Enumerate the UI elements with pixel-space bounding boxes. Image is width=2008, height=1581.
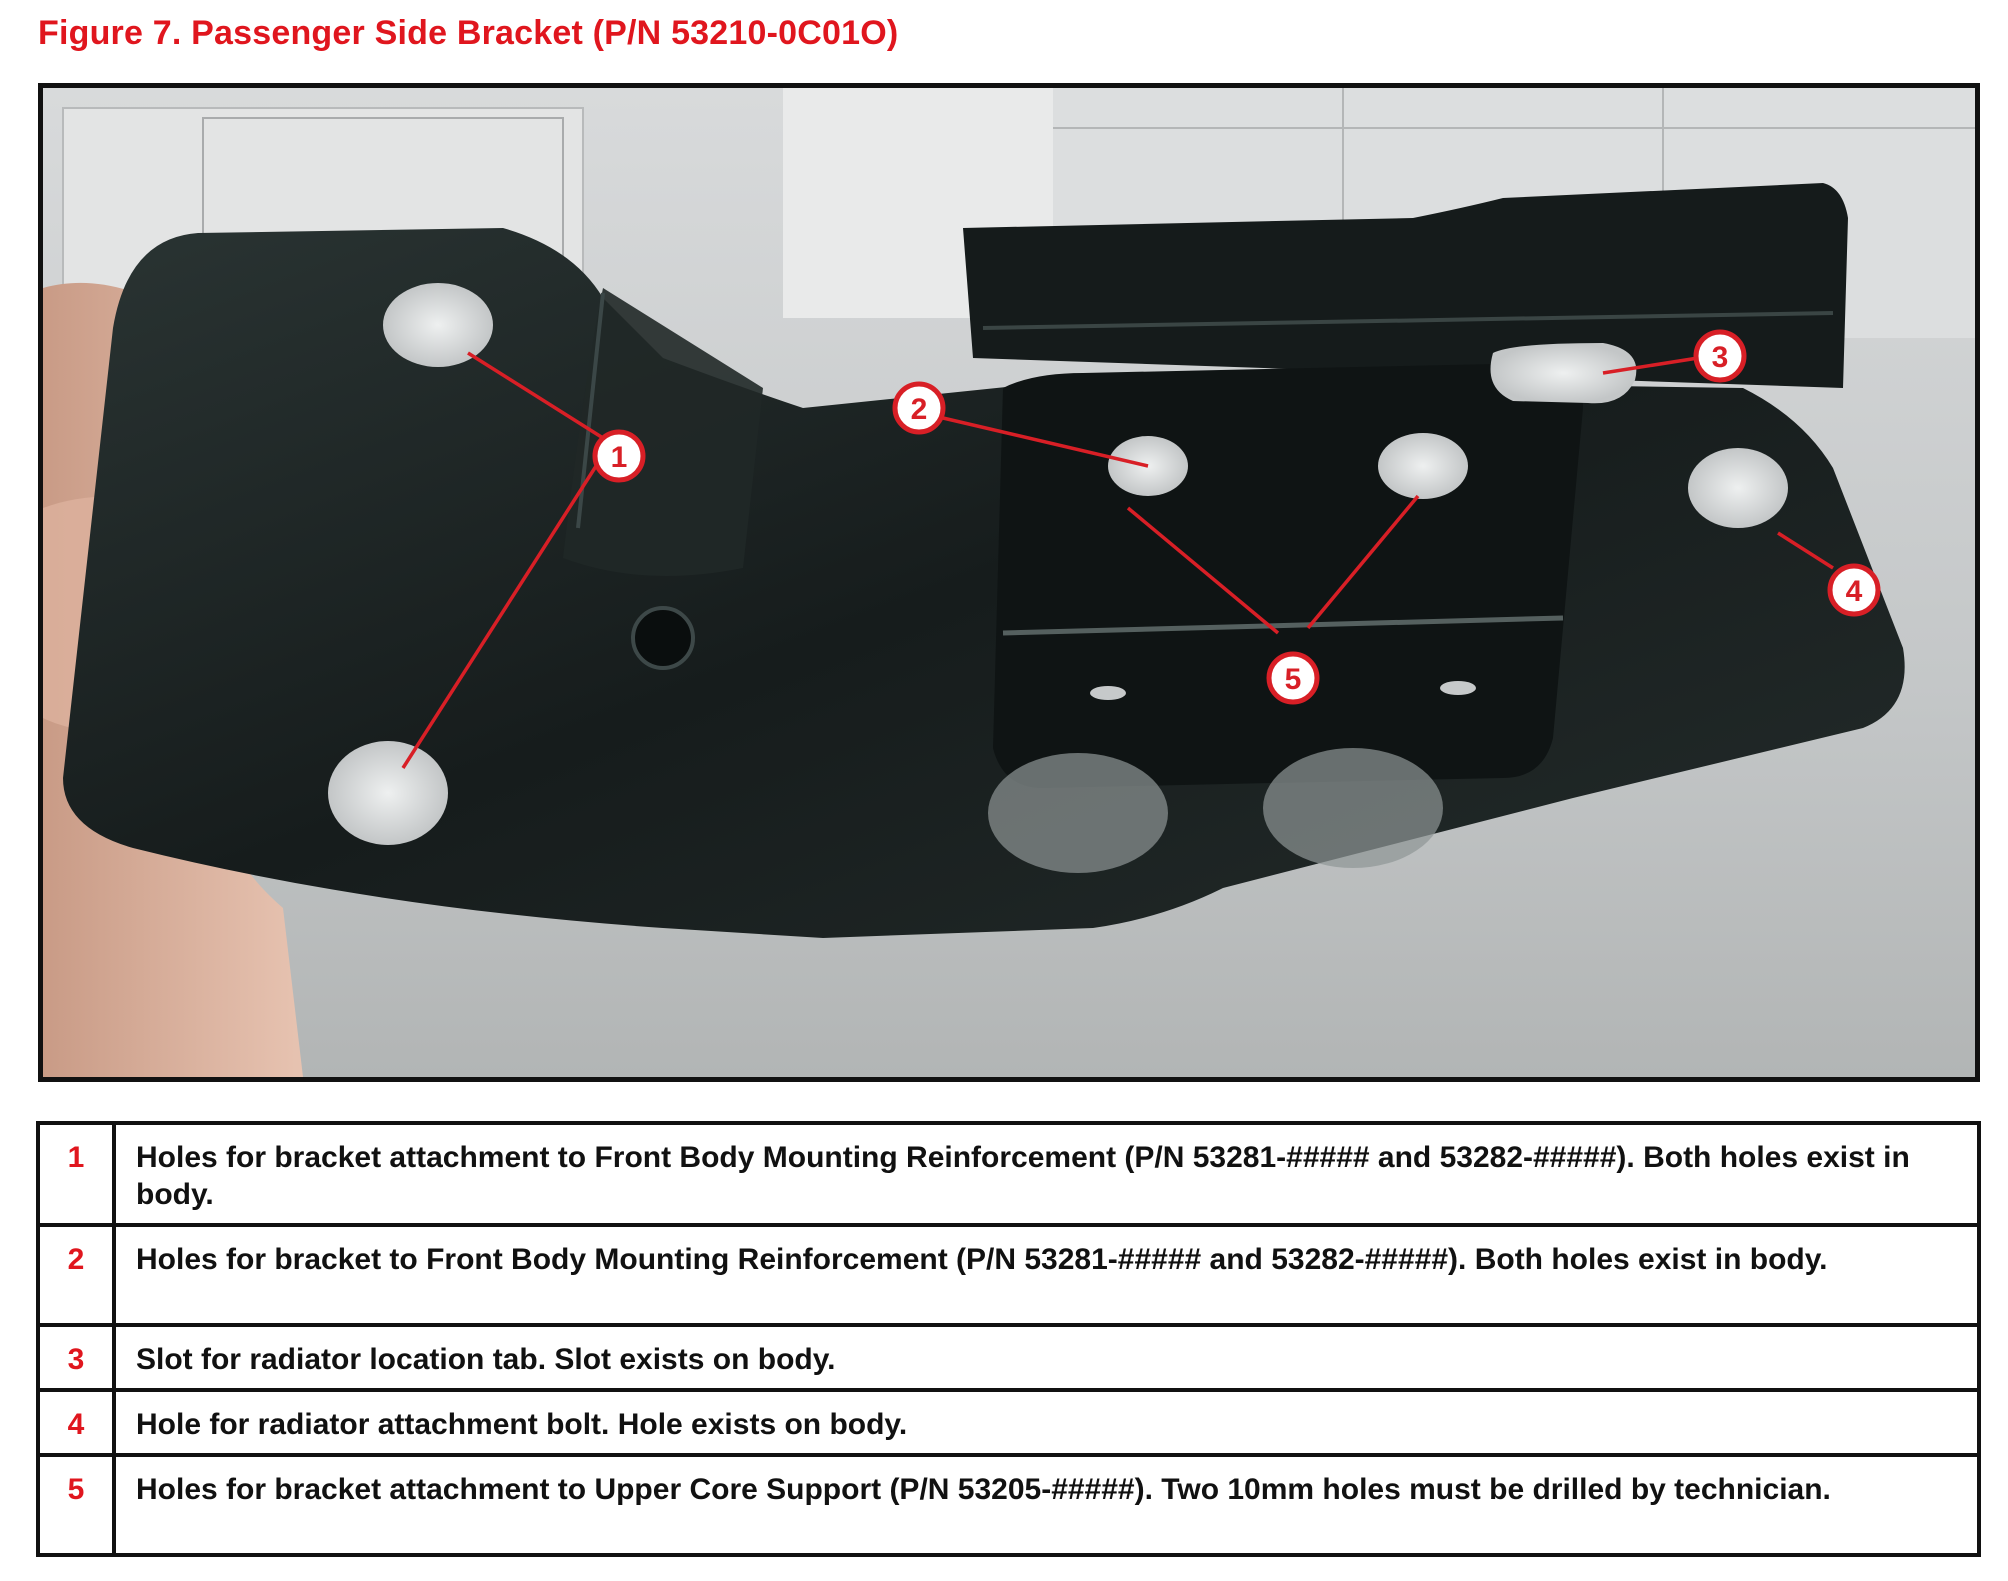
legend-number: 2 <box>38 1225 114 1325</box>
bracket-illustration <box>43 88 1975 1077</box>
legend-row <box>38 1325 1979 1390</box>
legend-row <box>38 1455 1979 1555</box>
callout-5 <box>1269 654 1317 702</box>
svg-text:5: 5 <box>1284 663 1302 696</box>
legend-description: Holes for bracket to Front Body Mounting Reinforcement (P/N 53281-##### and 53282-#####). Both holes exist in body. <box>114 1225 1979 1325</box>
legend-description: Hole for radiator attachment bolt. Hole exists on body. <box>114 1390 1979 1455</box>
legend-table <box>36 1121 1981 1557</box>
legend-row <box>38 1390 1979 1455</box>
callout-4 <box>1830 566 1878 614</box>
hole-5-right <box>1378 433 1468 499</box>
callout-1 <box>595 432 643 480</box>
svg-text:2: 2 <box>910 393 928 426</box>
svg-text:1: 1 <box>610 441 628 474</box>
figure-title: Figure 7. Passenger Side Bracket (P/N 53210-0C01O) <box>38 14 899 52</box>
boss-hole <box>633 608 693 668</box>
legend-number: 4 <box>38 1390 114 1455</box>
hole-1-lower <box>328 741 448 845</box>
legend-number: 3 <box>38 1325 114 1390</box>
slot-3 <box>1491 343 1637 403</box>
callout-2 <box>895 384 943 432</box>
legend-number: 1 <box>38 1123 114 1225</box>
legend-row <box>38 1225 1979 1325</box>
legend-row <box>38 1123 1979 1225</box>
bracket-center-tab <box>993 363 1583 788</box>
legend-description: Slot for radiator location tab. Slot exists on body. <box>114 1325 1979 1390</box>
svg-text:3: 3 <box>1711 341 1729 374</box>
legend-description: Holes for bracket attachment to Front Body Mounting Reinforcement (P/N 53281-##### and 53282-#####). Both holes exist in body. <box>114 1123 1979 1225</box>
legend-description: Holes for bracket attachment to Upper Core Support (P/N 53205-#####). Two 10mm holes must be drilled by technician. <box>114 1455 1979 1555</box>
hole-4 <box>1688 448 1788 528</box>
svg-text:4: 4 <box>1845 575 1863 608</box>
hole-1-upper <box>383 283 493 367</box>
callout-3 <box>1696 332 1744 380</box>
bracket-photo <box>38 83 1980 1082</box>
legend-number: 5 <box>38 1455 114 1555</box>
